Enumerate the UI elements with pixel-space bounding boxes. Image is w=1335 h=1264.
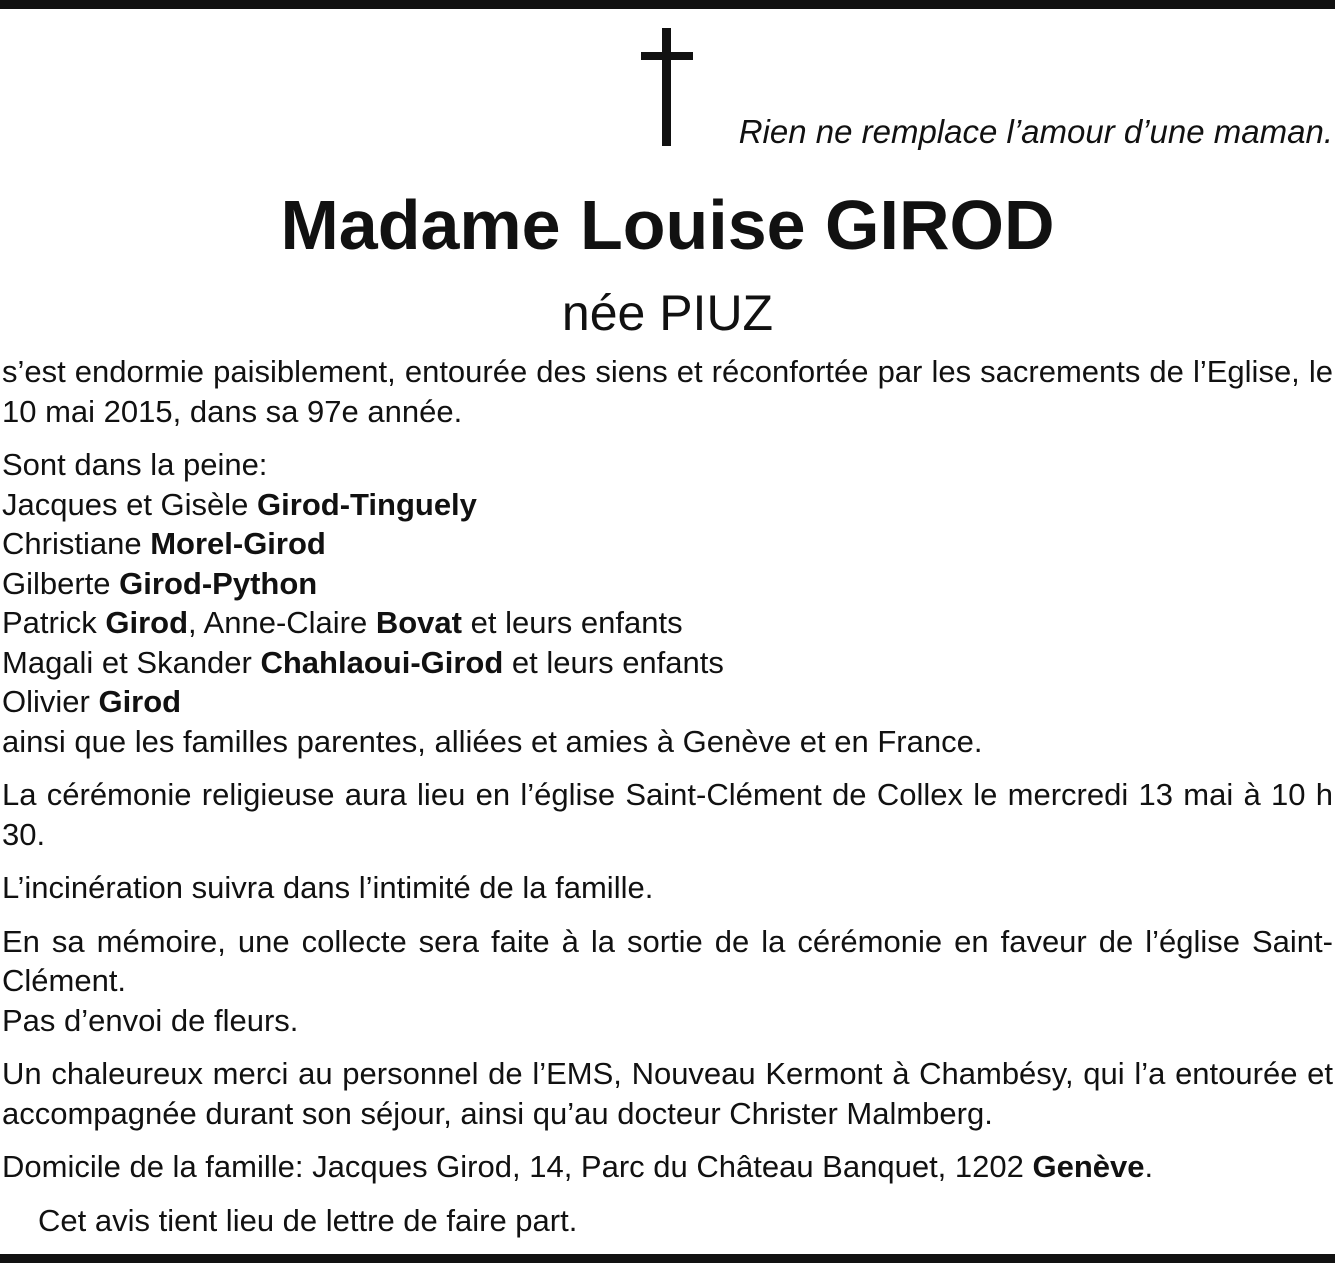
maiden-name: née PIUZ <box>561 285 774 341</box>
thanks-paragraph: Un chaleureux merci au personnel de l’EMS, Nouveau Kermont à Chambésy, qui l’a entourée et accompagnée durant son séjour, ainsi qu’au docteur Christer Malmberg. <box>2 1056 1333 1131</box>
mourner-entry: Christiane Morel-Girod <box>2 526 326 561</box>
incineration-paragraph: L’incinération suivra dans l’intimité de la famille. <box>2 870 654 905</box>
intro-paragraph: s’est endormie paisiblement, entourée des siens et réconfortée par les sacrements de l’Eglise, le 10 mai 2015, dans sa 97e année. <box>2 354 1333 429</box>
top-border-rule <box>0 0 1335 9</box>
memory-paragraph: En sa mémoire, une collecte sera faite à la sortie de la cérémonie en faveur de l’église Saint-Clément. <box>2 923 1333 998</box>
cross-icon <box>641 28 693 146</box>
deceased-name: Madame Louise GIROD <box>280 186 1055 264</box>
mourner-entry: Jacques et Gisèle Girod-Tinguely <box>2 486 477 522</box>
mourners-block <box>2 445 1333 761</box>
ceremony-paragraph: La cérémonie religieuse aura lieu en l’église Saint-Clément de Collex le mercredi 13 mai à 10 h 30. <box>2 777 1333 852</box>
flowers-line: Pas d’envoi de fleurs. <box>2 1002 299 1038</box>
epigraph: Rien ne remplace l’amour d’une maman. <box>738 113 1333 150</box>
domicile-line: Domicile de la famille: Jacques Girod, 14, Parc du Château Banquet, 1202 Genève. <box>2 1149 1154 1184</box>
mourners-heading: Sont dans la peine: <box>2 447 268 482</box>
mourners-closing: ainsi que les familles parentes, alliées et amies à Genève et en France. <box>2 723 983 759</box>
mourner-entry: Patrick Girod, Anne-Claire Bovat et leurs enfants <box>2 605 683 640</box>
mourner-entry: Olivier Girod <box>2 684 182 719</box>
notice-body <box>2 352 1333 1254</box>
closing-notice: Cet avis tient lieu de lettre de faire part. <box>38 1202 578 1238</box>
mourner-entry: Gilberte Girod-Python <box>2 565 318 601</box>
mourner-entry: Magali et Skander Chahlaoui-Girod et leurs enfants <box>2 644 724 680</box>
memory-block <box>2 922 1333 1041</box>
bottom-border-rule <box>0 1254 1335 1263</box>
